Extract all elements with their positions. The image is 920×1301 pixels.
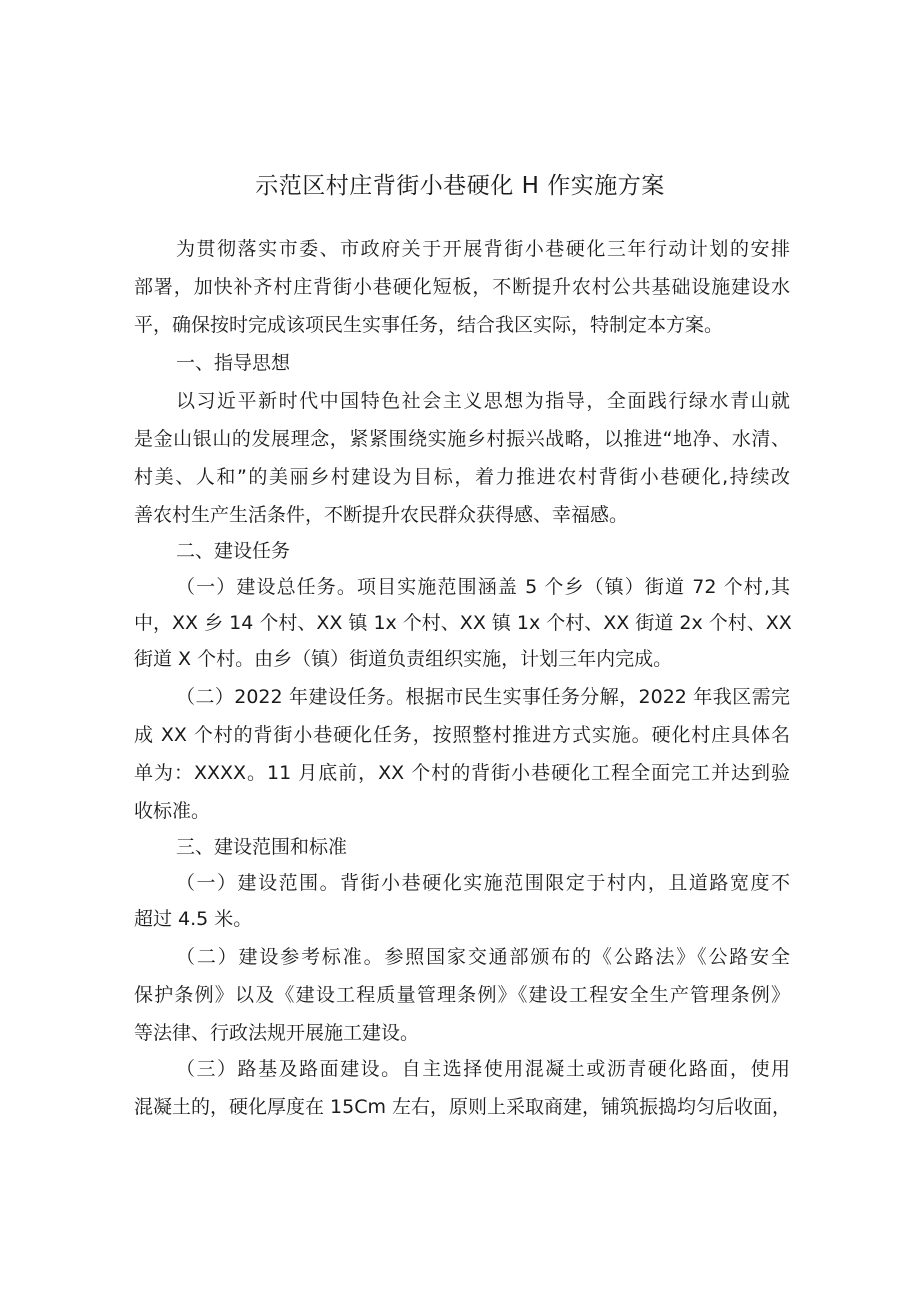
body-line: 收标准。 [134,800,211,822]
body-line: （一）建设范围。背街小巷硬化实施范围限定于村内，且道路宽度不 [176,872,790,894]
body-line: 混凝土的，硬化厚度在 15Cm 左右，原则上采取商建，铺筑振捣均匀后收面， [134,1096,792,1118]
body-line: （三）路基及路面建设。自主选择使用混凝土或沥青硬化路面，使用 [176,1058,790,1080]
body-line: 保护条例》以及《建设工程质量管理条例》《建设工程安全生产管理条例》 [134,984,790,1006]
body-line: 超过 4.5 米。 [134,908,253,930]
document-title: 示范区村庄背街小巷硬化 H 作实施方案 [255,173,665,199]
body-line: （二）建设参考标准。参照国家交通部颁布的《公路法》《公路安全 [176,946,790,968]
body-line: 善农村生产生活条件，不断提升农民群众获得感、幸福感。 [134,504,629,526]
section-heading: 二、建设任务 [176,540,291,562]
body-line: 单为：XXXX。11 月底前，XX 个村的背街小巷硬化工程全面完工并达到验 [134,762,790,784]
body-line: 以习近平新时代中国特色社会主义思想为指导，全面践行绿水青山就 [176,390,790,412]
body-line: 等法律、行政法规开展施工建设。 [134,1022,420,1044]
body-line: 为贯彻落实市委、市政府关于开展背街小巷硬化三年行动计划的安排 [176,238,790,260]
body-line: 平，确保按时完成该项民生实事任务，结合我区实际，特制定本方案。 [134,314,724,336]
section-heading: 一、指导思想 [176,352,291,374]
body-line: 村美、人和”的美丽乡村建设为目标，着力推进农村背街小巷硬化,持续改 [134,466,790,488]
body-line: 街道 X 个村。由乡（镇）街道负责组织实施，计划三年内完成。 [134,648,673,670]
body-line: 部署，加快补齐村庄背街小巷硬化短板，不断提升农村公共基础设施建设水 [134,276,790,298]
body-line: 是金山银山的发展理念，紧紧围绕实施乡村振兴战略，以推进“地净、水清、 [134,428,790,450]
section-heading: 三、建设范围和标准 [176,836,348,858]
body-line: （二）2022 年建设任务。根据市民生实事任务分解，2022 年我区需完 [176,686,790,708]
body-line: 中，XX 乡 14 个村、XX 镇 1x 个村、XX 镇 1x 个村、XX 街道 2x 个村、XX [134,612,792,634]
body-line: 成 XX 个村的背街小巷硬化任务，按照整村推进方式实施。硬化村庄具体名 [134,724,790,746]
body-line: （一）建设总任务。项目实施范围涵盖 5 个乡（镇）街道 72 个村,其 [176,576,790,598]
